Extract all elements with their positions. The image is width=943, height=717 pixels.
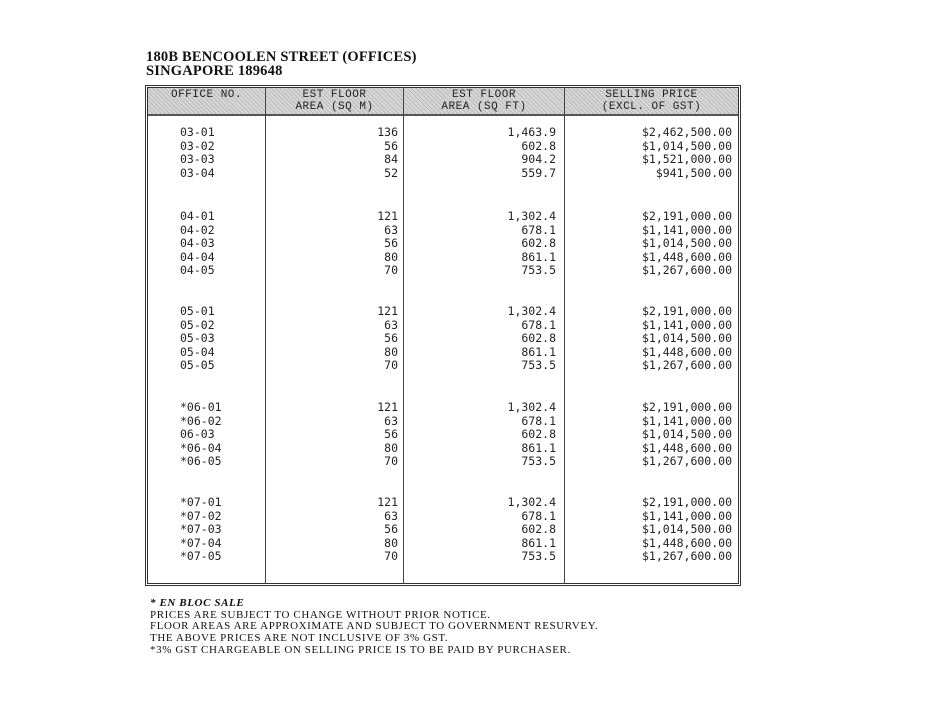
- cell-selling-price: $1,267,600.00: [641, 263, 732, 278]
- price-table: [145, 85, 741, 586]
- cell-area-sqft: 1,302.4: [507, 400, 556, 414]
- table-row: [148, 510, 738, 524]
- cell-area-sqft: 904.2: [521, 152, 556, 167]
- table-row: [148, 126, 738, 140]
- cell-area-sqft: 602.8: [521, 331, 556, 346]
- cell-selling-price: $1,448,600.00: [641, 249, 732, 264]
- cell-selling-price: $1,521,000.00: [641, 152, 732, 167]
- cell-selling-price: $1,014,500.00: [641, 522, 732, 537]
- cell-selling-price: $1,448,600.00: [641, 535, 732, 550]
- cell-area-sqm: 70: [384, 454, 398, 469]
- cell-area-sqm: 63: [384, 413, 398, 428]
- cell-office-no: 04-02: [180, 222, 215, 237]
- table-row: [148, 305, 738, 319]
- table-row: [148, 428, 738, 442]
- cell-office-no: *06-02: [180, 413, 222, 428]
- table-row: [148, 359, 738, 373]
- cell-area-sqft: 559.7: [521, 165, 556, 180]
- cell-area-sqm: 121: [377, 400, 398, 414]
- table-row: [148, 332, 738, 346]
- cell-selling-price: $1,267,600.00: [641, 549, 732, 564]
- header-area-sqft: EST FLOOR AREA (SQ FT): [441, 89, 527, 113]
- cell-area-sqm: 121: [377, 304, 398, 318]
- cell-selling-price: $2,191,000.00: [641, 304, 732, 318]
- table-row: [148, 153, 738, 167]
- table-row: [148, 237, 738, 251]
- cell-area-sqm: 80: [384, 535, 398, 550]
- cell-area-sqm: 56: [384, 331, 398, 346]
- note-gst-exclusive: THE ABOVE PRICES ARE NOT INCLUSIVE OF 3% GST.: [150, 632, 449, 645]
- cell-selling-price: $1,448,600.00: [641, 440, 732, 455]
- cell-area-sqm: 80: [384, 440, 398, 455]
- cell-area-sqm: 70: [384, 263, 398, 278]
- cell-selling-price: $1,141,000.00: [641, 508, 732, 523]
- cell-selling-price: $1,267,600.00: [641, 358, 732, 373]
- cell-area-sqm: 52: [384, 165, 398, 180]
- cell-office-no: 03-03: [180, 152, 215, 167]
- title-line-address: 180B BENCOOLEN STREET (OFFICES): [146, 49, 417, 65]
- cell-office-no: 05-03: [180, 331, 215, 346]
- cell-area-sqft: 602.8: [521, 236, 556, 251]
- cell-area-sqft: 602.8: [521, 522, 556, 537]
- note-en-bloc: * EN BLOC SALE: [150, 597, 245, 609]
- table-row: [148, 251, 738, 265]
- cell-selling-price: $1,014,500.00: [641, 427, 732, 442]
- table-row: [148, 401, 738, 415]
- cell-area-sqm: 80: [384, 249, 398, 264]
- table-row: [148, 550, 738, 564]
- cell-area-sqm: 84: [384, 152, 398, 167]
- cell-area-sqft: 1,302.4: [507, 304, 556, 318]
- table-row: [148, 224, 738, 238]
- cell-selling-price: $2,191,000.00: [641, 495, 732, 509]
- table-row: [148, 319, 738, 333]
- cell-selling-price: $1,014,500.00: [641, 138, 732, 153]
- header-selling-price: SELLING PRICE (EXCL. OF GST): [601, 89, 702, 113]
- cell-selling-price: $1,014,500.00: [641, 236, 732, 251]
- header-office-no: OFFICE NO.: [170, 89, 242, 101]
- cell-office-no: 03-01: [180, 125, 215, 139]
- cell-area-sqm: 70: [384, 549, 398, 564]
- cell-office-no: 05-04: [180, 344, 215, 359]
- header-area-sqm: EST FLOOR AREA (SQ M): [295, 89, 374, 113]
- cell-office-no: *07-03: [180, 522, 222, 537]
- cell-area-sqft: 753.5: [521, 549, 556, 564]
- cell-area-sqft: 861.1: [521, 249, 556, 264]
- cell-selling-price: $1,141,000.00: [641, 413, 732, 428]
- cell-area-sqft: 1,463.9: [507, 125, 556, 139]
- cell-office-no: 04-01: [180, 209, 215, 223]
- cell-area-sqft: 678.1: [521, 508, 556, 523]
- cell-selling-price: $1,014,500.00: [641, 331, 732, 346]
- cell-area-sqm: 121: [377, 209, 398, 223]
- cell-area-sqft: 678.1: [521, 413, 556, 428]
- cell-area-sqm: 63: [384, 317, 398, 332]
- cell-office-no: 03-04: [180, 165, 215, 180]
- table-row: [148, 167, 738, 181]
- cell-area-sqft: 1,302.4: [507, 495, 556, 509]
- footnotes: [150, 598, 598, 657]
- cell-selling-price: $2,462,500.00: [641, 125, 732, 139]
- cell-area-sqft: 753.5: [521, 358, 556, 373]
- cell-area-sqm: 80: [384, 344, 398, 359]
- cell-area-sqft: 861.1: [521, 440, 556, 455]
- cell-selling-price: $1,448,600.00: [641, 344, 732, 359]
- cell-area-sqm: 56: [384, 138, 398, 153]
- cell-office-no: 05-01: [180, 304, 215, 318]
- cell-selling-price: $2,191,000.00: [641, 209, 732, 223]
- table-row: [148, 210, 738, 224]
- cell-office-no: *06-01: [180, 400, 222, 414]
- cell-area-sqm: 63: [384, 508, 398, 523]
- cell-office-no: 05-05: [180, 358, 215, 373]
- cell-area-sqm: 56: [384, 522, 398, 537]
- cell-area-sqft: 753.5: [521, 263, 556, 278]
- cell-area-sqft: 678.1: [521, 317, 556, 332]
- cell-office-no: *07-02: [180, 508, 222, 523]
- table-row: [148, 537, 738, 551]
- cell-selling-price: $941,500.00: [655, 165, 732, 180]
- table-row: [148, 264, 738, 278]
- cell-area-sqm: 63: [384, 222, 398, 237]
- cell-area-sqm: 70: [384, 358, 398, 373]
- cell-area-sqft: 861.1: [521, 535, 556, 550]
- table-row: [148, 346, 738, 360]
- cell-office-no: 04-04: [180, 249, 215, 264]
- cell-office-no: 03-02: [180, 138, 215, 153]
- cell-office-no: *07-05: [180, 549, 222, 564]
- cell-office-no: 04-03: [180, 236, 215, 251]
- cell-area-sqft: 861.1: [521, 344, 556, 359]
- note-gst-purchaser: *3% GST CHARGEABLE ON SELLING PRICE IS TO BE PAID BY PURCHASER.: [150, 643, 571, 656]
- table-row: [148, 140, 738, 154]
- cell-office-no: 04-05: [180, 263, 215, 278]
- cell-area-sqft: 602.8: [521, 138, 556, 153]
- document-title: [146, 50, 417, 78]
- cell-selling-price: $1,141,000.00: [641, 317, 732, 332]
- title-line-city: SINGAPORE 189648: [146, 63, 283, 79]
- cell-area-sqft: 1,302.4: [507, 209, 556, 223]
- table-row: [148, 455, 738, 469]
- cell-selling-price: $1,141,000.00: [641, 222, 732, 237]
- cell-area-sqm: 56: [384, 427, 398, 442]
- note-floor-area: FLOOR AREAS ARE APPROXIMATE AND SUBJECT TO GOVERNMENT RESURVEY.: [150, 620, 599, 633]
- note-price-change: PRICES ARE SUBJECT TO CHANGE WITHOUT PRIOR NOTICE.: [150, 608, 491, 621]
- cell-area-sqft: 678.1: [521, 222, 556, 237]
- cell-selling-price: $1,267,600.00: [641, 454, 732, 469]
- cell-area-sqm: 121: [377, 495, 398, 509]
- cell-office-no: *07-04: [180, 535, 222, 550]
- cell-office-no: *06-05: [180, 454, 222, 469]
- cell-area-sqft: 602.8: [521, 427, 556, 442]
- cell-office-no: *07-01: [180, 495, 222, 509]
- table-row: [148, 523, 738, 537]
- cell-area-sqft: 753.5: [521, 454, 556, 469]
- cell-area-sqm: 56: [384, 236, 398, 251]
- cell-area-sqm: 136: [377, 125, 398, 139]
- table-row: [148, 415, 738, 429]
- table-row: [148, 496, 738, 510]
- cell-selling-price: $2,191,000.00: [641, 400, 732, 414]
- table-row: [148, 442, 738, 456]
- cell-office-no: 06-03: [180, 427, 215, 442]
- cell-office-no: 05-02: [180, 317, 215, 332]
- cell-office-no: *06-04: [180, 440, 222, 455]
